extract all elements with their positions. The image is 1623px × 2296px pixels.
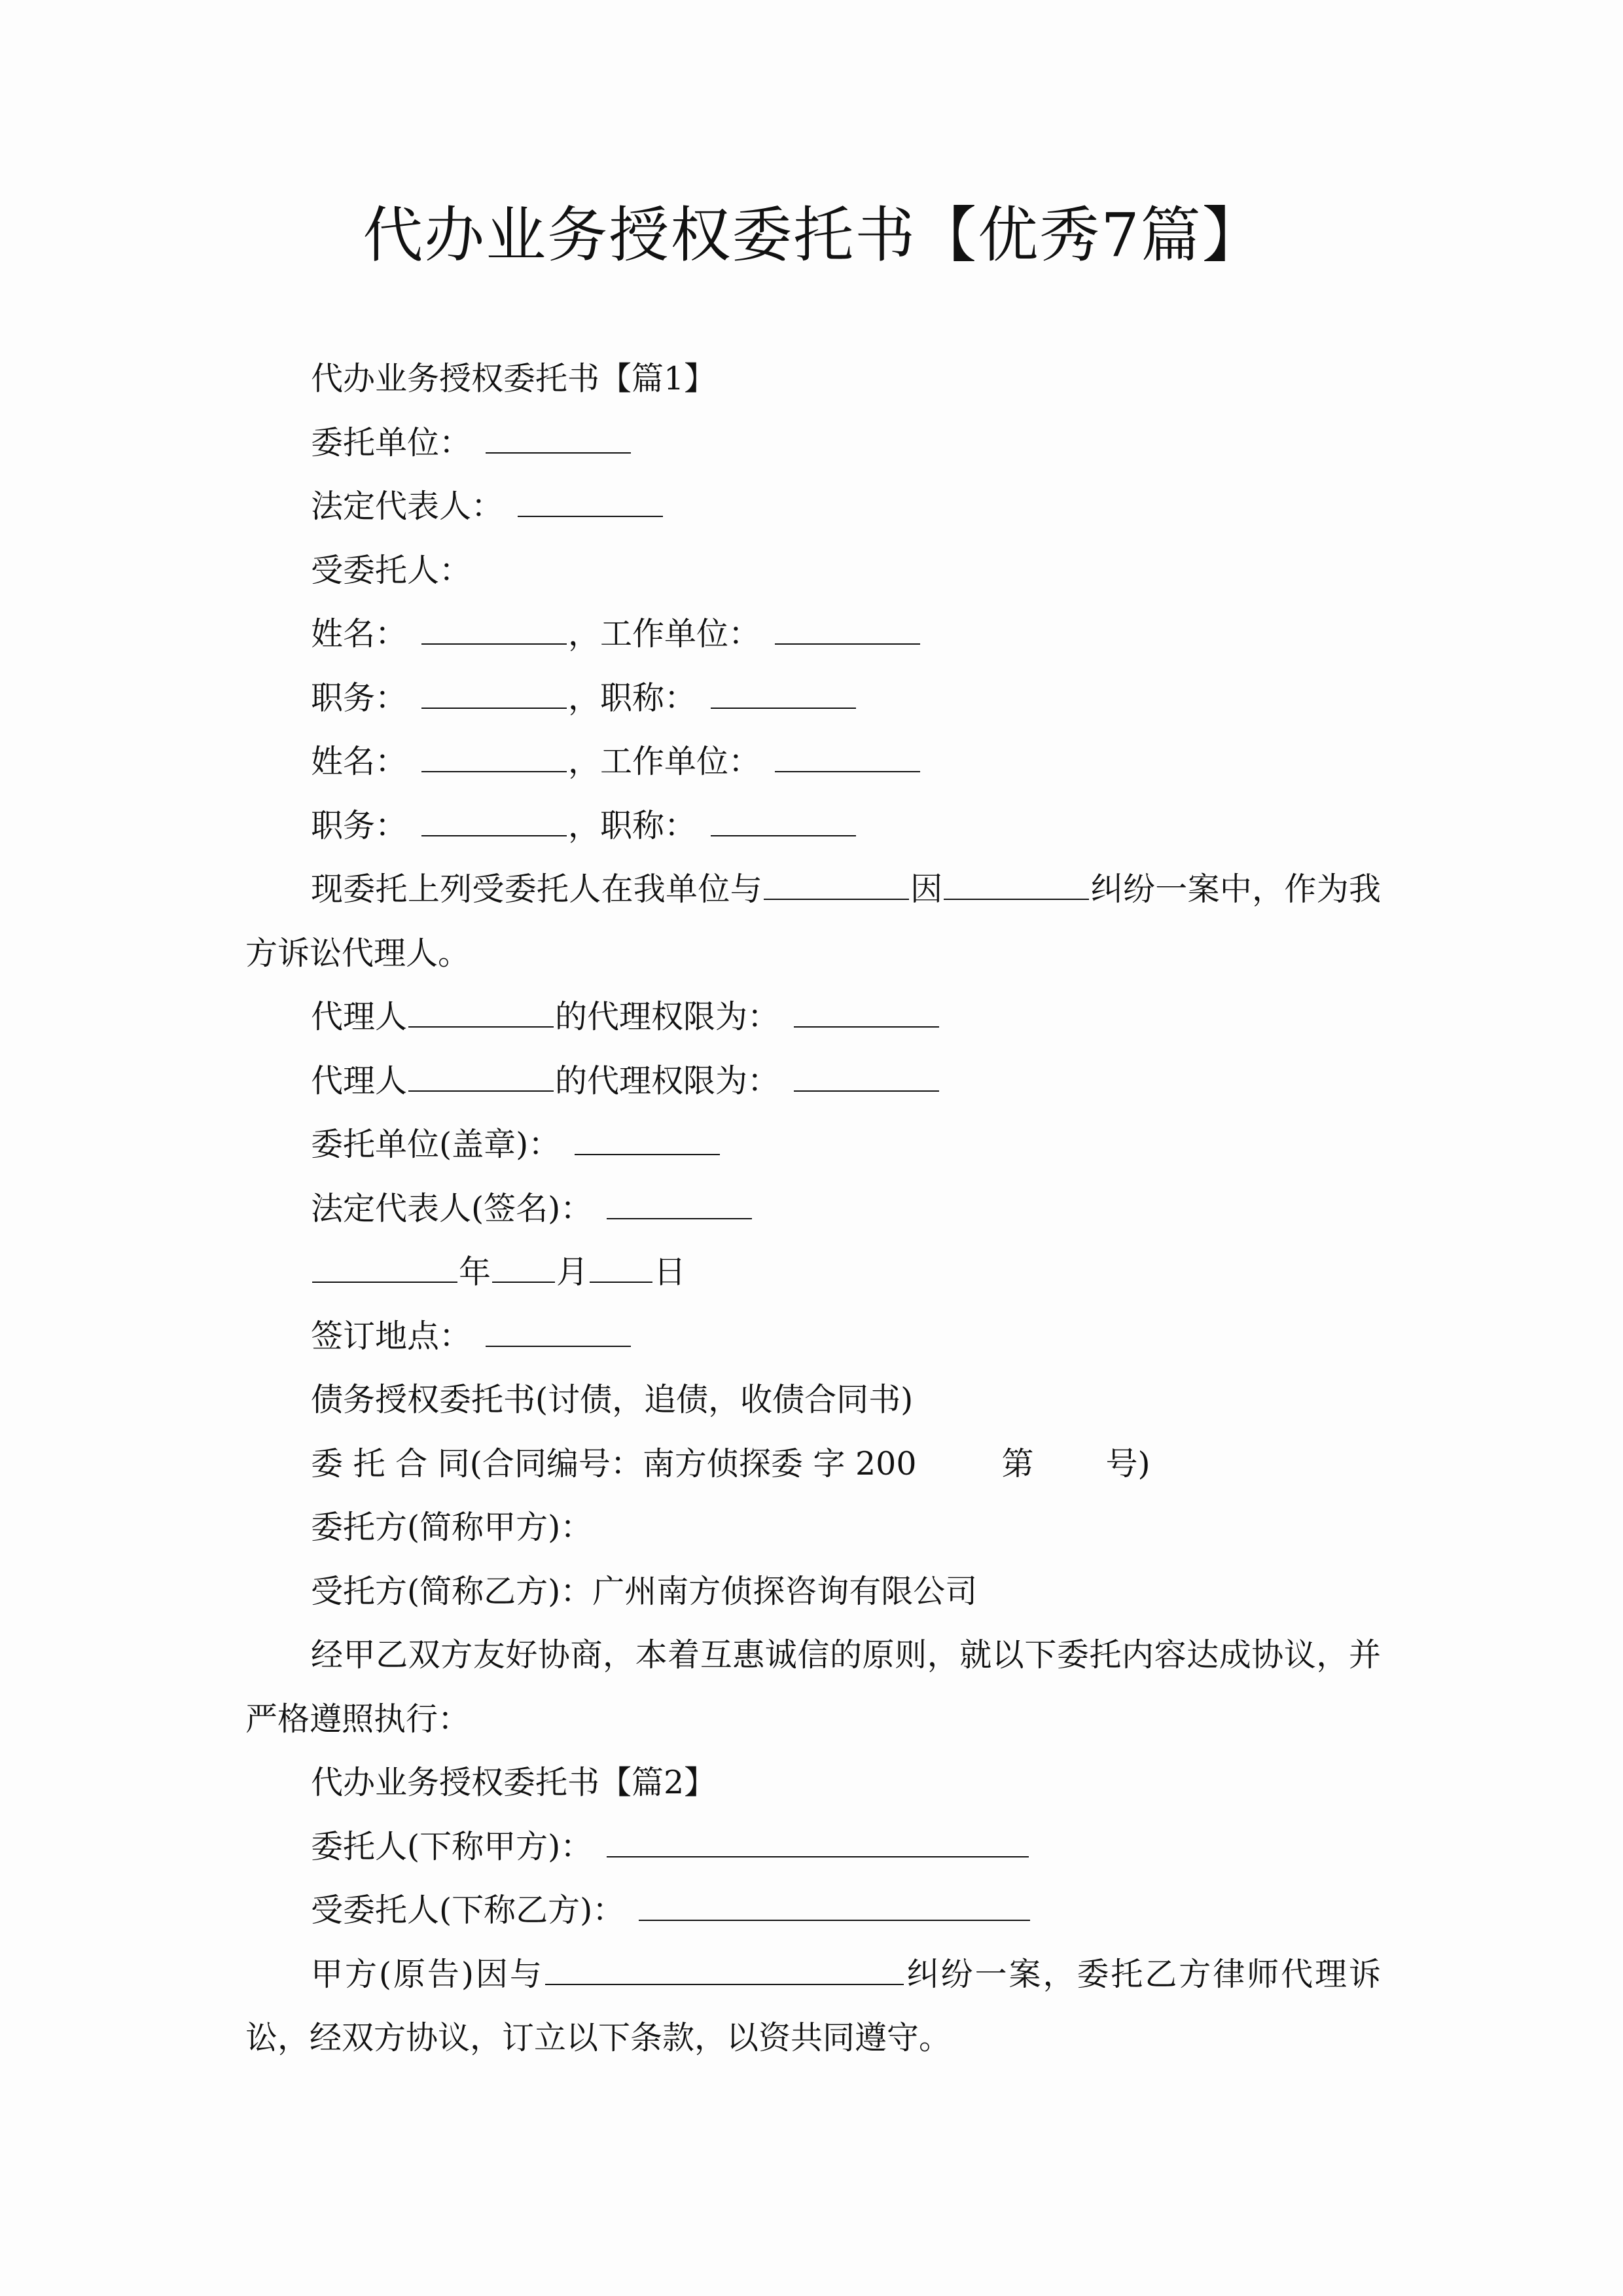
label: 工作单位： bbox=[600, 615, 761, 653]
agent-line bbox=[245, 1878, 1381, 1943]
label: 代理人 bbox=[311, 1062, 408, 1100]
blank-field[interactable] bbox=[607, 1830, 1029, 1857]
agent-scope-line-1 bbox=[245, 985, 1381, 1049]
blank-field[interactable] bbox=[711, 681, 856, 709]
label: 姓名： bbox=[311, 743, 408, 780]
label: 职称： bbox=[600, 806, 697, 844]
label: 法定代表人： bbox=[311, 488, 504, 525]
label: 委托单位： bbox=[311, 423, 472, 461]
sign-place-line bbox=[245, 1304, 1381, 1369]
section-heading: 代办业务授权委托书【篇2】 bbox=[311, 1764, 717, 1801]
document-body bbox=[245, 347, 1381, 2070]
text: 现委托上列受委托人在我单位与 bbox=[311, 870, 762, 908]
legal-rep-line bbox=[245, 475, 1381, 539]
month-field[interactable] bbox=[492, 1255, 555, 1283]
label: 年 bbox=[459, 1253, 491, 1291]
blank-field[interactable] bbox=[421, 617, 567, 645]
blank-field[interactable] bbox=[575, 1128, 720, 1155]
label: 职务： bbox=[311, 679, 408, 717]
blank-field[interactable] bbox=[408, 1064, 554, 1092]
blank-field[interactable] bbox=[794, 1000, 939, 1028]
blank-field[interactable] bbox=[639, 1893, 1030, 1921]
agreement-paragraph: 经甲乙双方友好协商，本着互惠诚信的原则，就以下委托内容达成协议，并严格遵照执行： bbox=[245, 1636, 1381, 1738]
blank-field[interactable] bbox=[518, 490, 663, 517]
label: 职务： bbox=[311, 806, 408, 844]
label: 工作单位： bbox=[600, 743, 761, 780]
blank-field[interactable] bbox=[486, 426, 631, 454]
legal-rep-sign-line bbox=[245, 1177, 1381, 1241]
party-a-line: 委托方(简称甲方)： bbox=[311, 1509, 593, 1546]
text: 委 托 合 同(合同编号：南方侦探委 字 200 bbox=[311, 1444, 917, 1482]
blank-field[interactable] bbox=[545, 1958, 904, 1985]
text: 号) bbox=[1105, 1444, 1150, 1482]
client-unit-line bbox=[245, 411, 1381, 475]
blank-field[interactable] bbox=[775, 745, 920, 772]
label: 的代理权限为： bbox=[555, 1062, 780, 1100]
text: 甲方(原告)因与 bbox=[311, 1955, 544, 1993]
comma: ， bbox=[568, 806, 601, 844]
comma: ， bbox=[568, 743, 601, 780]
agent2-name-line bbox=[245, 730, 1381, 794]
text: 纠纷一案中，作为我方诉讼代理人。 bbox=[245, 870, 1381, 972]
blank-field[interactable] bbox=[607, 1192, 752, 1219]
label: 月 bbox=[556, 1253, 589, 1291]
label: 委托人(下称甲方)： bbox=[311, 1827, 593, 1865]
label: 的代理权限为： bbox=[555, 998, 780, 1035]
blank-field[interactable] bbox=[711, 809, 856, 836]
blank-field[interactable] bbox=[794, 1064, 939, 1092]
case-paragraph bbox=[245, 1943, 1381, 2070]
principal-line bbox=[245, 1815, 1381, 1879]
year-field[interactable] bbox=[312, 1255, 457, 1283]
label: 签订地点： bbox=[311, 1317, 472, 1355]
agent1-position-line bbox=[245, 666, 1381, 730]
agent1-name-line bbox=[245, 602, 1381, 666]
comma: ， bbox=[568, 615, 601, 653]
entrust-paragraph bbox=[245, 857, 1381, 985]
blank-field[interactable] bbox=[421, 681, 567, 709]
text: 纠纷一案，委托乙方律师代理诉讼，经双方协议，订立以下条款，以资共同遵守。 bbox=[245, 1955, 1381, 2056]
date-line bbox=[245, 1240, 1381, 1304]
blank-field[interactable] bbox=[486, 1319, 631, 1347]
text: 因 bbox=[910, 870, 943, 908]
label: 代理人 bbox=[311, 998, 408, 1035]
blank-field[interactable] bbox=[775, 617, 920, 645]
label: 受委托人(下称乙方)： bbox=[311, 1892, 625, 1929]
label: 职称： bbox=[600, 679, 697, 717]
client-unit-seal-line bbox=[245, 1113, 1381, 1177]
blank-field[interactable] bbox=[408, 1000, 554, 1028]
party-b-line: 受托方(简称乙方)：广州南方侦探咨询有限公司 bbox=[311, 1572, 978, 1610]
blank-field[interactable] bbox=[421, 745, 567, 772]
label: 委托单位(盖章)： bbox=[311, 1126, 561, 1163]
comma: ， bbox=[568, 679, 601, 717]
text: 第 bbox=[1001, 1444, 1034, 1482]
document-title: 代办业务授权委托书【优秀7篇】 bbox=[363, 200, 1264, 270]
agents-label: 受委托人： bbox=[311, 551, 472, 589]
agent-scope-line-2 bbox=[245, 1049, 1381, 1113]
agent2-position-line bbox=[245, 794, 1381, 858]
contract-number-line bbox=[245, 1432, 1381, 1496]
label: 法定代表人(签名)： bbox=[311, 1189, 593, 1227]
debt-title: 债务授权委托书(讨债，追债，收债合同书) bbox=[311, 1381, 914, 1418]
label: 姓名： bbox=[311, 615, 408, 653]
label: 日 bbox=[654, 1253, 687, 1291]
section-heading: 代办业务授权委托书【篇1】 bbox=[311, 360, 717, 397]
day-field[interactable] bbox=[590, 1255, 652, 1283]
blank-field[interactable] bbox=[764, 872, 909, 900]
blank-field[interactable] bbox=[421, 809, 567, 836]
blank-field[interactable] bbox=[944, 872, 1089, 900]
